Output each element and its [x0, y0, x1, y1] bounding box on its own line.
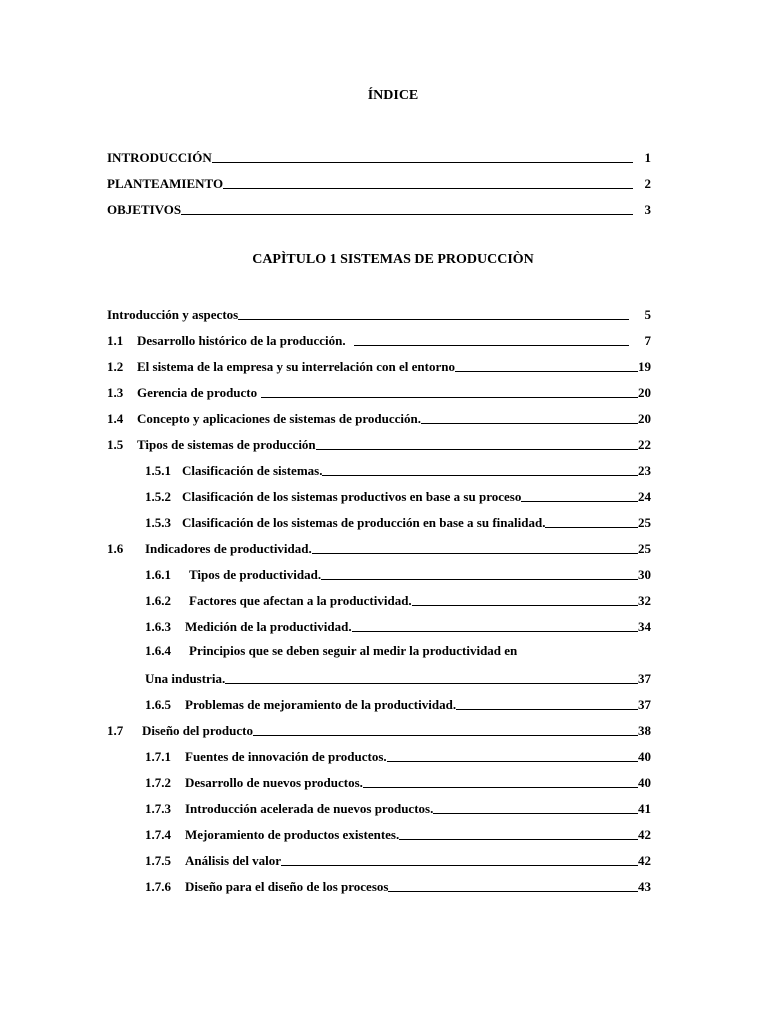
toc-entry-page: 5 — [644, 307, 651, 322]
toc-entry-label: Medición de la productividad. — [185, 619, 352, 634]
toc-entry-page: 2 — [644, 176, 651, 191]
leader-line — [433, 813, 638, 814]
toc-entry — [145, 851, 651, 869]
toc-entry-planteamiento — [107, 174, 651, 192]
toc-entry-page: 37 — [638, 671, 651, 686]
leader-line — [352, 631, 638, 632]
leader-line — [312, 553, 638, 554]
toc-entry-label: Fuentes de innovación de productos. — [185, 749, 387, 764]
toc-entry-label: El sistema de la empresa y su interrelación con el entorno — [137, 359, 455, 374]
leader-line — [421, 423, 638, 424]
toc-entry-page: 30 — [638, 567, 651, 582]
toc-entry-page: 7 — [644, 333, 651, 348]
toc-entry-number: 1.7.6 — [145, 879, 171, 894]
toc-entry-number: 1.5.2 — [145, 489, 171, 504]
toc-entry-number: 1.6.1 — [145, 567, 171, 582]
toc-entry — [145, 825, 651, 843]
toc-entry-page: 20 — [638, 385, 651, 400]
toc-entry-label: Diseño del producto — [142, 723, 253, 738]
toc-entry — [107, 305, 651, 323]
toc-entry-label: Problemas de mejoramiento de la productividad. — [185, 697, 457, 712]
leader-line — [456, 709, 638, 710]
toc-entry-label: Diseño para el diseño de los procesos — [185, 879, 389, 894]
toc-entry-number: 1.6.2 — [145, 593, 171, 608]
toc-entry-page: 20 — [638, 411, 651, 426]
leader-line — [354, 345, 629, 346]
toc-entry-number: 1.7.1 — [145, 749, 171, 764]
leader-line — [412, 605, 638, 606]
toc-entry — [107, 539, 651, 557]
toc-entry — [107, 383, 651, 401]
toc-entry — [145, 643, 517, 659]
toc-entry-number: 1.3 — [107, 385, 124, 400]
toc-entry-number: 1.7 — [107, 723, 124, 738]
toc-entry-label: Mejoramiento de productos existentes. — [185, 827, 400, 842]
toc-entry-page: 37 — [638, 697, 651, 712]
toc-entry — [145, 565, 651, 583]
toc-entry-number: 1.5.1 — [145, 463, 171, 478]
toc-entry-label: Desarrollo histórico de la producción. — [137, 333, 346, 348]
toc-entry-number: 1.2 — [107, 359, 124, 374]
toc-entry-page: 41 — [638, 801, 651, 816]
toc-entry-label: Principios que se deben seguir al medir la productividad en — [189, 643, 518, 658]
toc-entry-number: 1.1 — [107, 333, 124, 348]
toc-entry-label: Gerencia de producto — [137, 385, 258, 400]
toc-entry — [107, 409, 651, 427]
toc-entry — [145, 877, 651, 895]
toc-entry — [107, 331, 651, 349]
leader-line — [316, 449, 638, 450]
leader-line — [225, 683, 638, 684]
leader-line — [212, 162, 633, 163]
chapter-title: CAPÌTULO 1 SISTEMAS DE PRODUCCIÒN — [252, 252, 534, 267]
toc-entry-number: 1.7.3 — [145, 801, 171, 816]
leader-line — [363, 787, 638, 788]
toc-entry-label: Indicadores de productividad. — [145, 541, 312, 556]
toc-entry-label: OBJETIVOS — [107, 202, 182, 217]
leader-line — [399, 839, 638, 840]
toc-entry-number: 1.6.5 — [145, 697, 171, 712]
toc-entry-page: 34 — [638, 619, 651, 634]
toc-entry-number: 1.5.3 — [145, 515, 171, 530]
toc-entry-label: Una industria. — [145, 671, 226, 686]
toc-entry — [107, 721, 651, 739]
toc-entry-number: 1.5 — [107, 437, 124, 452]
index-title: ÍNDICE — [367, 88, 419, 103]
toc-entry-label: Clasificación de sistemas. — [182, 463, 323, 478]
toc-entry-page: 43 — [638, 879, 651, 894]
toc-entry-label: Análisis del valor — [185, 853, 282, 868]
toc-entry — [107, 357, 651, 375]
toc-entry-page: 40 — [638, 775, 651, 790]
leader-line — [521, 501, 638, 502]
toc-entry — [145, 617, 651, 635]
toc-entry — [145, 799, 651, 817]
toc-entry-number: 1.6 — [107, 541, 124, 556]
leader-line — [238, 319, 629, 320]
toc-entry-number: 1.7.4 — [145, 827, 171, 842]
toc-entry — [145, 773, 651, 791]
toc-entry-introduccion — [107, 148, 651, 166]
toc-entry-label: Clasificación de los sistemas de producción en base a su finalidad. — [182, 515, 546, 530]
toc-entry-page: 1 — [644, 150, 651, 165]
toc-entry-label: INTRODUCCIÓN — [107, 150, 212, 165]
toc-entry-continuation — [145, 669, 651, 687]
toc-entry-page: 19 — [638, 359, 651, 374]
leader-line — [387, 761, 638, 762]
toc-entry-label: Tipos de productividad. — [189, 567, 322, 582]
toc-entry — [145, 591, 651, 609]
toc-entry-page: 24 — [638, 489, 651, 504]
toc-entry-label: Introducción y aspectos — [107, 307, 239, 322]
leader-line — [253, 735, 638, 736]
toc-entry-page: 40 — [638, 749, 651, 764]
toc-entry-page: 3 — [644, 202, 651, 217]
toc-entry — [145, 487, 651, 505]
leader-line — [322, 475, 638, 476]
toc-entry-page: 42 — [638, 827, 651, 842]
leader-line — [281, 865, 638, 866]
toc-entry — [145, 695, 651, 713]
toc-entry-page: 22 — [638, 437, 651, 452]
leader-line — [261, 397, 638, 398]
toc-entry-page: 38 — [638, 723, 651, 738]
toc-entry-number: 1.6.4 — [145, 643, 171, 658]
leader-line — [545, 527, 638, 528]
leader-line — [388, 891, 638, 892]
toc-entry-number: 1.7.5 — [145, 853, 171, 868]
toc-entry-label: Clasificación de los sistemas productivos en base a su proceso — [182, 489, 522, 504]
toc-entry — [145, 513, 651, 531]
toc-entry-number: 1.6.3 — [145, 619, 171, 634]
toc-entry-label: Desarrollo de nuevos productos. — [185, 775, 363, 790]
toc-entry-label: PLANTEAMIENTO — [107, 176, 224, 191]
toc-entry-label: Concepto y aplicaciones de sistemas de producción. — [137, 411, 421, 426]
toc-entry-page: 25 — [638, 515, 651, 530]
toc-entry-label: Tipos de sistemas de producción — [137, 437, 316, 452]
toc-entry — [145, 747, 651, 765]
leader-line — [181, 214, 633, 215]
leader-line — [455, 371, 638, 372]
toc-entry-label: Factores que afectan a la productividad. — [189, 593, 412, 608]
toc-entry-number: 1.4 — [107, 411, 124, 426]
leader-line — [223, 188, 633, 189]
toc-entry-number: 1.7.2 — [145, 775, 171, 790]
toc-entry — [107, 435, 651, 453]
toc-entry-objetivos — [107, 200, 651, 218]
leader-line — [321, 579, 638, 580]
toc-entry-page: 25 — [638, 541, 651, 556]
toc-entry-page: 32 — [638, 593, 651, 608]
toc-entry-page: 23 — [638, 463, 651, 478]
toc-entry-page: 42 — [638, 853, 651, 868]
toc-entry-label: Introducción acelerada de nuevos productos. — [185, 801, 434, 816]
toc-entry — [145, 461, 651, 479]
